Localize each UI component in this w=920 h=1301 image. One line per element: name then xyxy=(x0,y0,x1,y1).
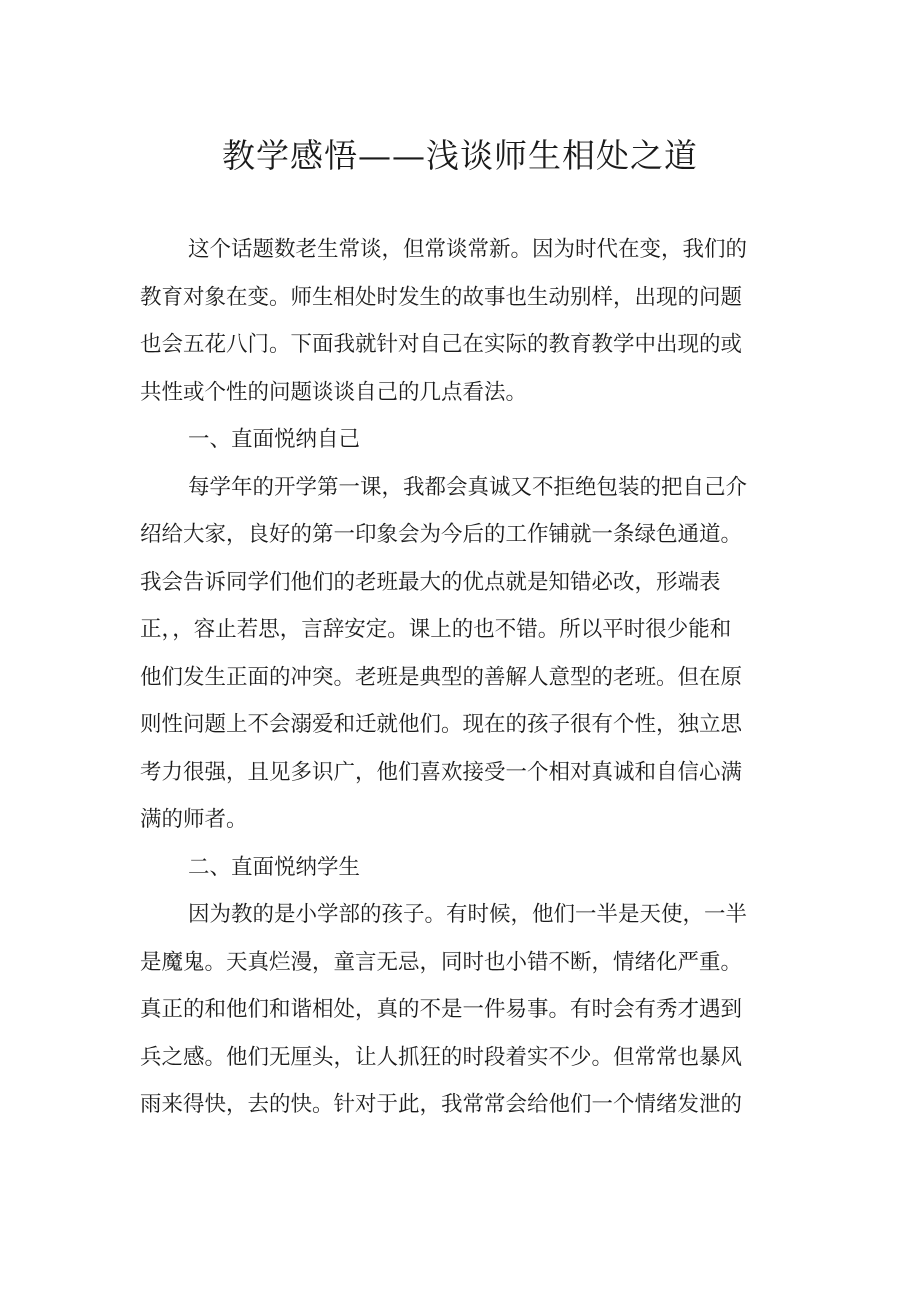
paragraph-line: 绍给大家，良好的第一印象会为今后的工作铺就一条绿色通道。 xyxy=(140,522,743,547)
paragraph-line: 考力很强，且见多识广，他们喜欢接受一个相对真诚和自信心满 xyxy=(140,759,743,785)
paragraph-line: 则性问题上不会溺爱和迁就他们。现在的孩子很有个性，独立思 xyxy=(140,712,743,737)
paragraph-line: 兵之感。他们无厘头，让人抓狂的时段着实不少。但常常也暴风 xyxy=(140,1044,743,1070)
paragraph-line: 真正的和他们和谐相处，真的不是一件易事。有时会有秀才遇到 xyxy=(140,997,743,1022)
paragraph-line: 每学年的开学第一课，我都会真诚又不拒绝包装的把自己介 xyxy=(188,474,748,500)
paragraph-line: 雨来得快，去的快。针对于此，我常常会给他们一个情绪发泄的 xyxy=(140,1092,743,1117)
paragraph-line: 正，，容止若思，言辞安定。课上的也不错。所以平时很少能和 xyxy=(140,617,732,642)
paragraph-line: 是魔鬼。天真烂漫，童言无忌，同时也小错不断，情绪化严重。 xyxy=(140,949,743,975)
paragraph-line: 共性或个性的问题谈谈自己的几点看法。 xyxy=(140,379,528,405)
section-heading-1: 一、直面悦纳自己 xyxy=(188,427,361,452)
document-body xyxy=(140,226,790,1129)
paragraph-line: 教育对象在变。师生相处时发生的故事也生动别样，出现的问题 xyxy=(140,284,743,310)
paragraph-line: 满的师者。 xyxy=(140,807,248,832)
paragraph-line: 我会告诉同学们他们的老班最大的优点就是知错必改，形端表 xyxy=(140,569,721,595)
paragraph-line: 这个话题数老生常谈，但常谈常新。因为时代在变，我们的 xyxy=(188,237,748,262)
document-title: 教学感悟——浅谈师生相处之道 xyxy=(222,136,698,175)
paragraph-line: 因为教的是小学部的孩子。有时候，他们一半是天使，一半 xyxy=(188,902,748,927)
section-heading-2: 二、直面悦纳学生 xyxy=(188,854,361,880)
paragraph-line: 他们发生正面的冲突。老班是典型的善解人意型的老班。但在原 xyxy=(140,664,743,690)
paragraph-line: 也会五花八门。下面我就针对自己在实际的教育教学中出现的或 xyxy=(140,332,743,357)
